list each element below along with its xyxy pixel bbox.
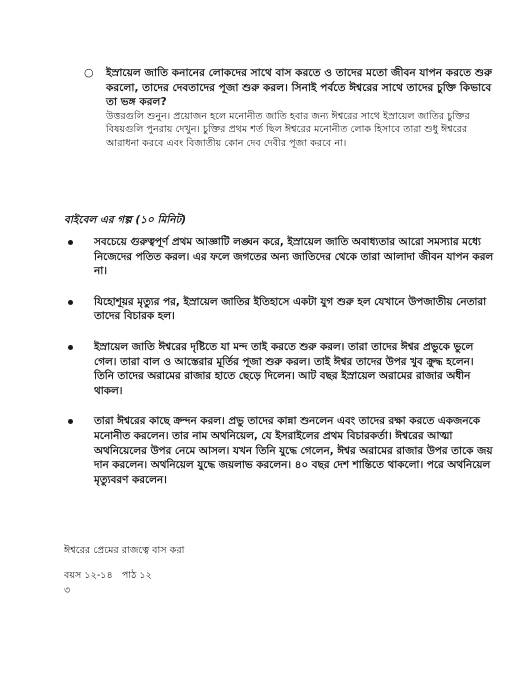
intro-block <box>84 66 496 150</box>
list-item <box>60 340 496 398</box>
footer-title: ঈশ্বরের প্রেমের রাজত্বে বাস করা <box>64 545 185 556</box>
list-item-text: ইস্রায়েল জাতি ঈশ্বরের দৃষ্টিতে যা মন্দ তাই করতে শুরু করল। তারা তাদের ঈশ্বর প্রভুকে ভুলে গেল। তারা বাল ও আস্তেরার মূর্তির পূজা শুরু করল। তাই ঈশ্বর তাদের উপর খুব ক্রুদ্ধ হলেন। তিনি তাদের অরামের রাজার হাতে ছেড়ে দিলেন। আট বছর ইস্রায়েল অরামের রাজার অধীন থাকল। <box>94 340 474 397</box>
bullet-dot-icon <box>68 345 73 350</box>
section-heading: বাইবেল এর গল্প (১০ মিনিট) <box>64 214 187 226</box>
list-item <box>60 414 496 487</box>
discussion-answer: উত্তরগুলি শুনুন। প্রয়োজন হলে মনোনীত জাতি হবার জন্য ঈশ্বরের সাথে ইস্রায়েল জাতির চুক্তির বিষয়গুলি পুনরায় দেখুন। চুক্তির প্রথম শর্ত ছিল ঈশ্বরের মনোনীত লোক হিসাবে তারা শুধু ঈশ্বরের আরাধনা করবে এবং বিজাতীয় কোন দেব দেবীর পূজা করবে না। <box>106 110 470 149</box>
footer-age-lesson: বয়স ১২-১৪ পাঠ ১২ <box>64 570 152 581</box>
list-item <box>60 235 496 279</box>
list-item <box>60 295 496 324</box>
bullet-dot-icon <box>68 300 73 305</box>
list-item-text: যিহোশূয়র মৃত্যুর পর, ইস্রায়েল জাতির ইতিহাসে একটা যুগ শুরু হল যেখানে উপজাতীয় নেতারা তাদের বিচারক হল। <box>94 295 487 323</box>
list-item-text: তারা ঈশ্বরের কাছে ক্রন্দন করল। প্রভু তাদের কান্না শুনলেন এবং তাদের রক্ষা করতে একজনকে মনোনীত করলেন। তার নাম অথনিয়েল, যে ইসরাইলের প্রথম বিচারকর্তা। ঈশ্বরের আত্মা অথনিয়েলের উপর নেমে আসল। যখন তিনি যুদ্ধে গেলেন, ঈশ্বর অরামের রাজার উপর তাকে জয় দান করলেন। অথনিয়েল যুদ্ধে জয়লাভ করলেন। ৪০ বছর দেশ শান্তিতে থাকলো। পরে অথনিয়েল মৃত্যুবরণ করলেন। <box>94 415 493 486</box>
page-number: ৩ <box>64 585 71 596</box>
story-list <box>60 235 496 503</box>
hollow-circle-bullet-icon: ○ <box>84 66 94 79</box>
bullet-dot-icon <box>68 419 73 424</box>
list-item-text: সবচেয়ে গুরুত্বপূর্ণ প্রথম আজ্ঞাটি লঙ্ঘন করে, ইস্রায়েল জাতি অবাধ্যতার আরো সমস্যার মধ্যে নিজেদের পতিত করল। এর ফলে জগতের অন্য জাতিদের থেকে তারা আলাদা জীবন যাপন করল না। <box>94 236 494 278</box>
discussion-question: ইস্রায়েল জাতি কনানের লোকদের সাথে বাস করতে ও তাদের মতো জীবন যাপন করতে শুরু করলো, তাদের দেবতাদের পূজা শুরু করল। সিনাই পর্বতে ঈশ্বরের সাথে তাদের চুক্তি কিভাবে তা ভঙ্গ করল? <box>106 67 493 108</box>
bullet-dot-icon <box>68 240 73 245</box>
